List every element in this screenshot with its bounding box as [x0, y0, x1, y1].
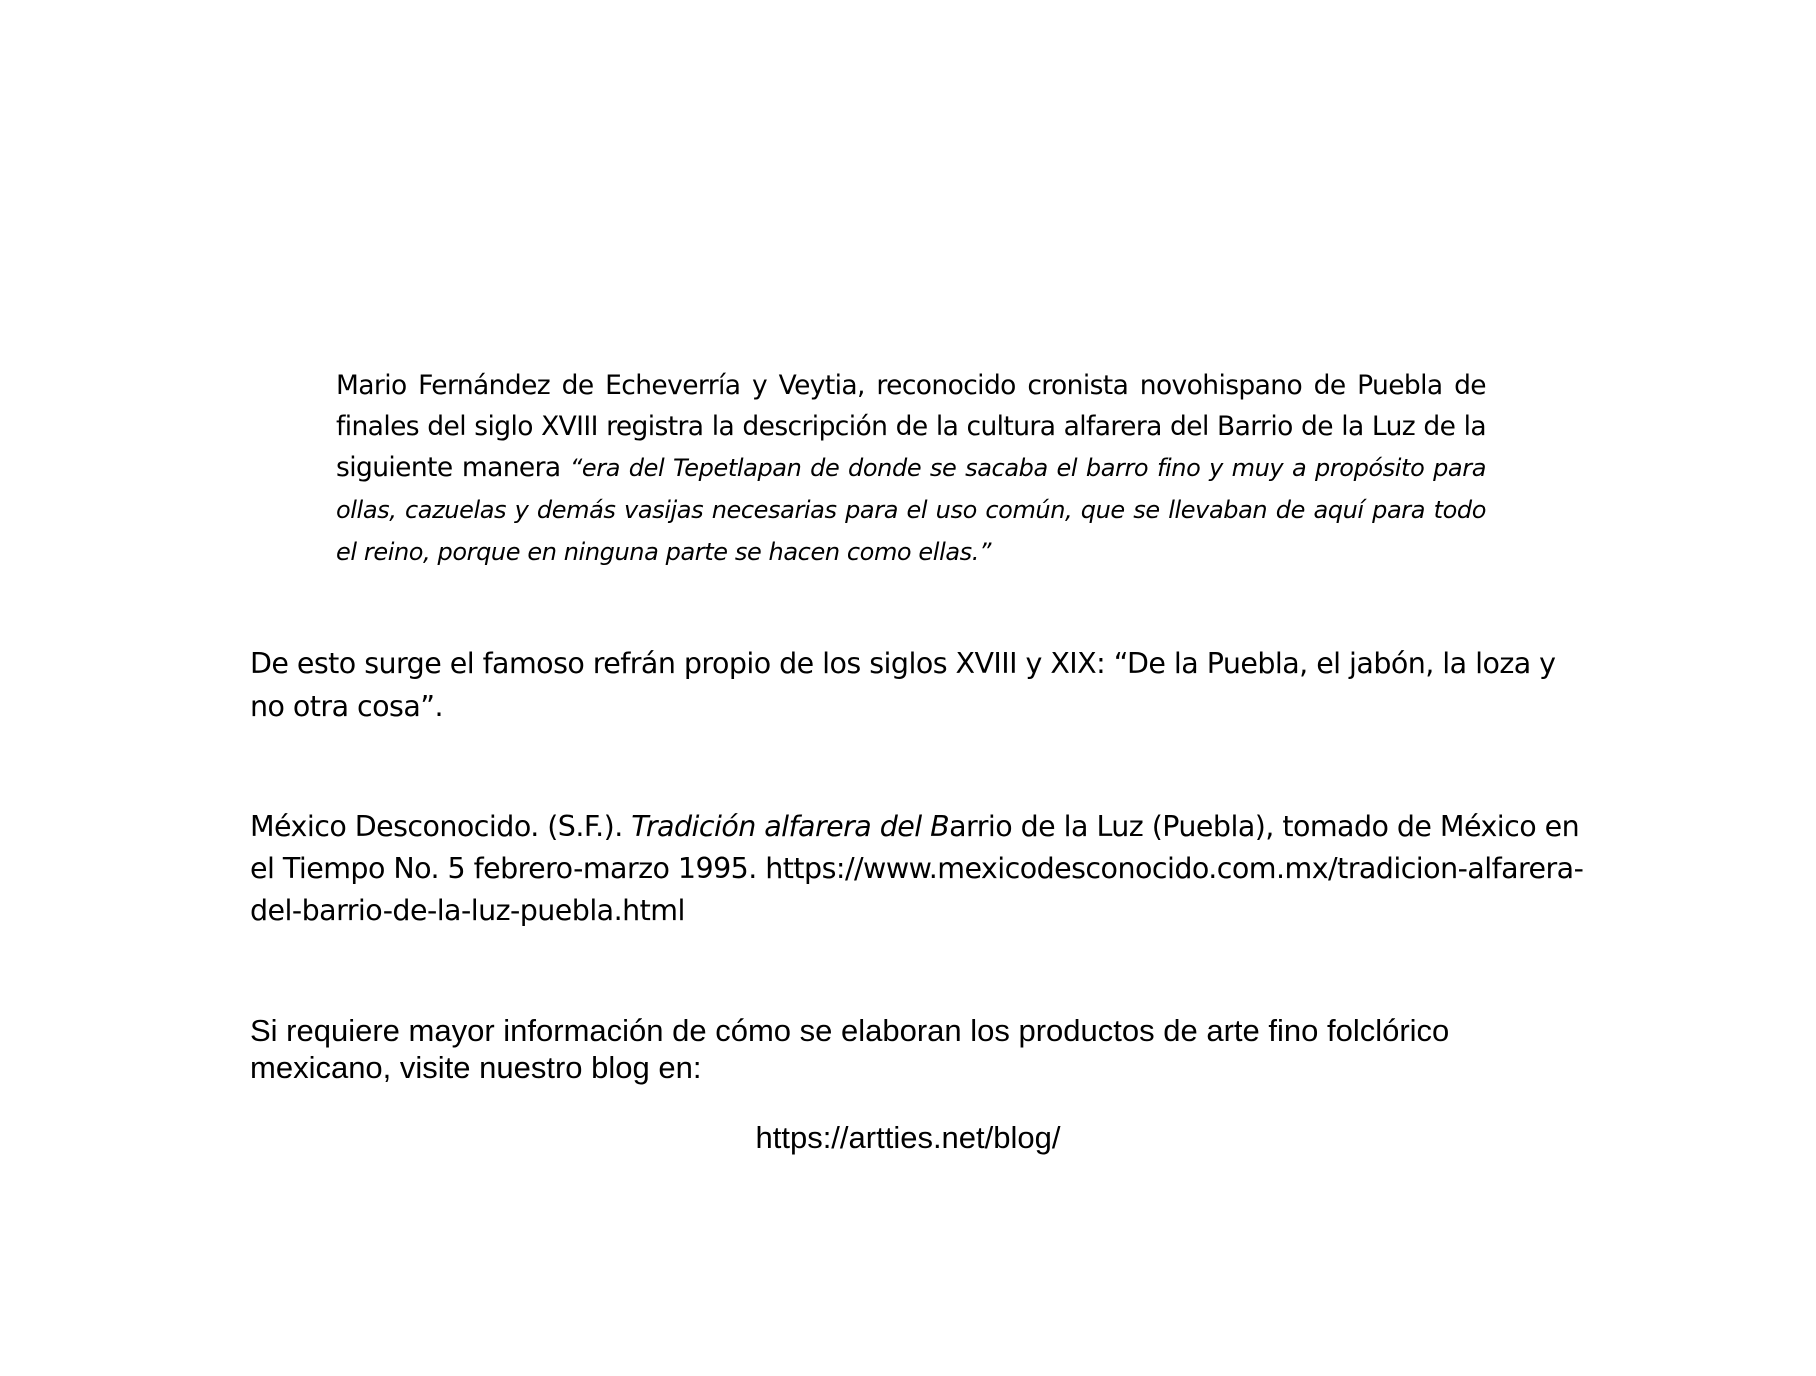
quote-intro: Mario Fernández de Echeverría y Veytia, reconocido cronista novohispano de Puebla de finales del siglo XVIII registra la descripción de la cultura alfarera del Barrio de la Luz de la siguiente manera: [336, 370, 1486, 483]
quote-text: “era del Tepetlapan de donde se sacaba el barro fino y muy a propósito para ollas, cazuelas y demás vasijas necesarias para el uso común, que se llevaban de aquí para todo el reino, porque en ninguna parte se hacen como ellas.”: [336, 454, 1486, 566]
refran-paragraph: De esto surge el famoso refrán propio de los siglos XVIII y XIX: “De la Puebla, el jabón, la loza y no otra cosa”.: [250, 647, 1556, 723]
citation-url-link[interactable]: https://www.mexicodesconocido.com.mx/tradicion-alfarera-del-barrio-de-la-luz-puebla.html: [250, 852, 1584, 927]
quote-paragraph: [336, 365, 1486, 573]
citation-source: México Desconocido. (S.F.).: [250, 810, 632, 843]
blog-url-link[interactable]: https://artties.net/blog/: [755, 1120, 1061, 1155]
citation-title-italic: Tradición alfarera del B: [631, 810, 950, 843]
citation-paragraph: [250, 806, 1590, 932]
citation-title-rest: arrio de la Luz (Puebla), tomado de México en el Tiempo No. 5 febrero-marzo 1995.: [250, 810, 1580, 885]
blog-url-line: [0, 1119, 1816, 1156]
blog-info-paragraph: Si requiere mayor información de cómo se elaboran los productos de arte fino folclórico mexicano, visite nuestro blog en:: [250, 1013, 1450, 1085]
